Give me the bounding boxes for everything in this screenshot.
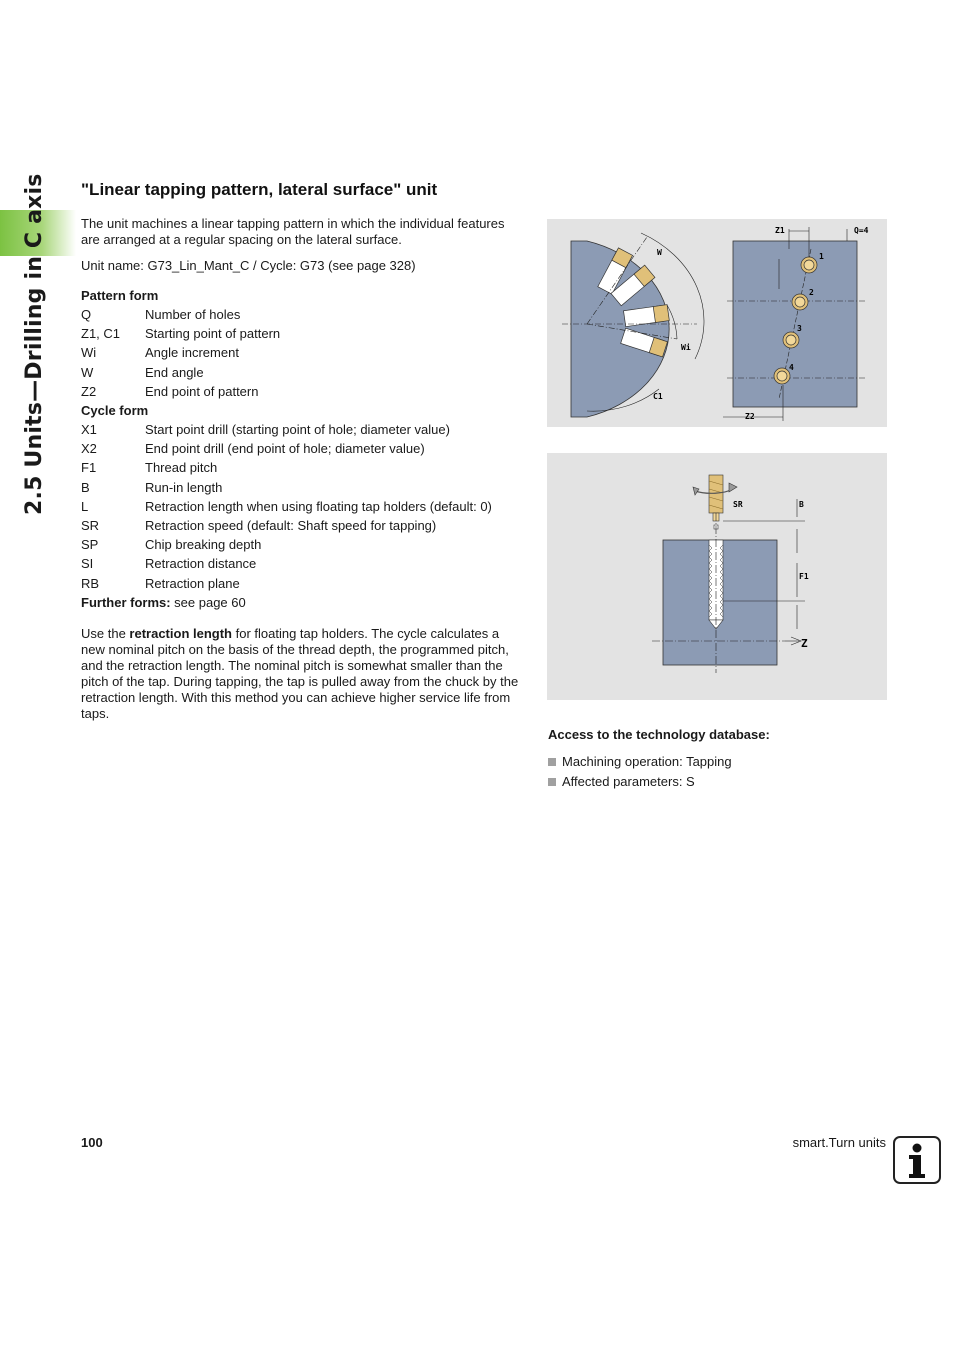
param-desc: Number of holes [145, 307, 241, 322]
param-row [81, 439, 526, 458]
param-key: SP [81, 537, 99, 553]
param-desc: Retraction plane [145, 575, 240, 591]
main-text-column [81, 216, 526, 722]
technology-database-title: Access to the technology database: [548, 727, 770, 742]
param-row [81, 363, 526, 382]
cycle-form-list [81, 420, 526, 593]
param-desc: End point drill (end point of hole; diameter value) [145, 441, 425, 457]
further-forms-text: see page 60 [170, 594, 246, 610]
lateral-surface [733, 241, 857, 407]
param-row [81, 343, 526, 362]
square-bullet-icon [548, 778, 556, 786]
param-desc: Retraction length when using floating tap holders (default: 0) [145, 498, 492, 514]
list-item [548, 752, 770, 772]
retraction-paragraph [81, 626, 526, 722]
footer-title: smart.Turn units [792, 1135, 886, 1150]
retraction-text-pre: Use the [81, 625, 130, 641]
pattern-form-list [81, 305, 526, 401]
param-row [81, 516, 526, 535]
label-z-axis: Z [801, 637, 808, 650]
further-forms [81, 593, 526, 612]
param-row [81, 535, 526, 554]
param-desc: Start point drill (starting point of hole; diameter value) [145, 422, 450, 438]
label-q: Q=4 [854, 226, 869, 235]
param-desc: End point of pattern [145, 383, 259, 399]
further-forms-label: Further forms: [81, 594, 171, 610]
technology-database-list [548, 752, 770, 792]
param-key: Wi [81, 345, 97, 361]
param-desc: Angle increment [145, 345, 239, 361]
param-key: Q [81, 307, 92, 322]
param-key: X1 [81, 422, 97, 438]
param-key: W [81, 364, 94, 380]
param-row [81, 324, 526, 343]
param-key: SI [81, 556, 94, 572]
param-row [81, 554, 526, 573]
list-item [548, 772, 770, 792]
param-key: Z2 [81, 383, 97, 399]
label-z2: Z2 [745, 412, 755, 421]
square-bullet-icon [548, 758, 556, 766]
page-number: 100 [81, 1135, 103, 1150]
param-desc: End angle [145, 364, 204, 380]
retraction-term: retraction length [129, 625, 232, 641]
param-row [81, 497, 526, 516]
param-key: X2 [81, 441, 97, 457]
intro-paragraph: The unit machines a linear tapping pattern in which the individual features are arranged at a regular spacing on the lateral surface. [81, 216, 505, 247]
param-row [81, 305, 526, 324]
label-wi: Wi [681, 343, 691, 352]
label-c1: C1 [653, 392, 663, 401]
param-desc: Run-in length [145, 479, 223, 495]
param-row [81, 382, 526, 401]
section-heading: "Linear tapping pattern, lateral surface" unit [81, 180, 438, 199]
param-row [81, 574, 526, 593]
param-row [81, 458, 526, 477]
param-desc: Retraction distance [145, 556, 257, 572]
label-w: W [657, 248, 662, 257]
label-hole-3: 3 [797, 324, 802, 333]
pattern-form-title: Pattern form [81, 288, 159, 303]
list-item-text: Machining operation: Tapping [562, 754, 732, 769]
technology-database [548, 727, 770, 792]
label-f1: F1 [799, 572, 809, 581]
param-desc: Starting point of pattern [145, 326, 281, 342]
param-key: Z1, C1 [81, 326, 121, 342]
info-icon [893, 1136, 941, 1184]
param-key: B [81, 479, 90, 495]
param-desc: Thread pitch [145, 460, 218, 476]
param-row [81, 478, 526, 497]
param-desc: Retraction speed (default: Shaft speed for tapping) [145, 518, 437, 534]
cycle-form-title: Cycle form [81, 403, 149, 419]
chapter-title: 2.5 Units—Drilling in C axis [22, 173, 47, 515]
tapping-cycle-figure [547, 453, 887, 700]
unit-name: Unit name: G73_Lin_Mant_C / Cycle: G73 (see page 328) [81, 258, 416, 273]
param-key: RB [81, 575, 100, 591]
param-key: SR [81, 518, 100, 534]
param-key: F1 [81, 460, 97, 476]
retraction-text-post: for floating tap holders. The cycle calculates a new nominal pitch on the basis of the thread depth, the programmed pitch, and the retraction length. The nominal pitch is somewhat smaller than the pitch of the tap. During tapping, the tap is pulled away from the chuck by the retraction length. With this method you can achieve higher service life from taps. [81, 625, 519, 721]
param-desc: Chip breaking depth [145, 537, 262, 553]
pattern-figure [547, 219, 887, 427]
label-hole-1: 1 [819, 252, 824, 261]
label-sr: SR [733, 500, 743, 509]
label-z1: Z1 [775, 226, 785, 235]
label-hole-2: 2 [809, 288, 814, 297]
label-b: B [799, 500, 804, 509]
param-key: L [81, 498, 89, 514]
list-item-text: Affected parameters: S [562, 774, 695, 789]
label-hole-4: 4 [789, 363, 794, 372]
param-row [81, 420, 526, 439]
